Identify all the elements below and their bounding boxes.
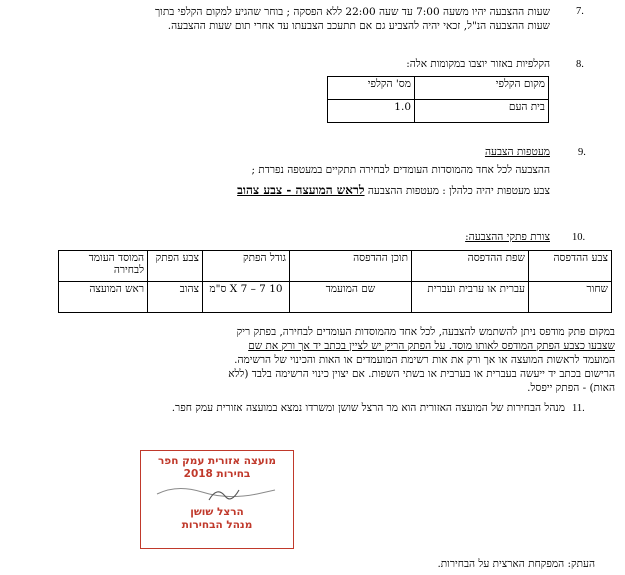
stamp-line-1: מועצה אזורית עמק חפר: [157, 455, 277, 467]
section-9-number: 9.: [578, 147, 586, 158]
cell-print-color: שחור: [529, 282, 612, 313]
section-9-title: מעטפות הצבעה: [484, 146, 550, 158]
section-7-line-2: שעות ההצבעה הנ"ל, זכאי יהיה להצביע גם אם תתעכב הצבעתו עד אחרי תום שעות ההצבעה.: [167, 20, 550, 32]
cell-station-place: בית העם: [415, 100, 549, 123]
section-8-number: 8.: [576, 59, 584, 70]
ballot-para-line-5: האות) - הפתק ייפסל.: [527, 382, 615, 394]
section-7-line-1: שעות ההצבעה יהיו משעה 7:00 עד שעה 22:00 ללא הפסקה ; בוחר שהגיע למקום הקלפי בתוך: [154, 6, 550, 18]
table-header-row: [328, 77, 549, 100]
header-print-color: צבע ההדפסה: [529, 251, 612, 282]
header-print-content: תוכן ההדפסה: [290, 251, 412, 282]
stamp-line-3: הרצל שושן: [190, 506, 244, 518]
section-10-title: צורת פתקי ההצבעה:: [465, 231, 550, 243]
header-station-number: מס' הקלפי: [328, 77, 415, 100]
ballot-para-line-4: הרישום בכתב יד ייעשה בעברית או בערבית או בשתי השפות. אם יצוין כינוי הרשימה בלבד (ללא: [228, 368, 615, 380]
section-10-number: 10.: [572, 232, 586, 243]
footer-copy-note: העתק: המפקחת הארצית על הבחירות.: [437, 558, 595, 570]
stamp-line-4: מנהל הבחירות: [181, 519, 253, 531]
cell-print-language: עברית או ערבית ועברית: [412, 282, 529, 313]
cell-print-content: שם המועמד: [290, 282, 412, 313]
envelope-color-bold: לראש המועצה - צבע צהוב: [237, 183, 365, 197]
ballot-para-line-1: במקום פתק מודפס ניתן להשתמש להצבעה, לכל אחד מהמוסדות העומדים לבחירה, בפתק ריק: [236, 326, 615, 338]
section-9-line-2: [70, 183, 550, 198]
section-9-line-1: ההצבעה לכל אחד מהמוסדות העומדים לבחירה תתקיים במעטפה נפרדת ;: [251, 164, 550, 176]
ballot-table: [58, 250, 612, 313]
section-8-intro: הקלפיות באזור יוצבו במקומות אלה:: [406, 58, 550, 70]
section-11-text: מנהל הבחירות של המועצה האזורית הוא מר הרצל שושן ומשרדו נמצא במועצה אזורית עמק חפר.: [171, 402, 565, 414]
ballot-para-line-2: שצבעו כצבע הפתק המודפס לאותו מוסד. על הפתק הריק יש לציין בכתב יד אך ורק את שם: [248, 340, 615, 352]
election-stamp: [140, 450, 294, 549]
cell-ballot-color: צהוב: [148, 282, 203, 313]
header-station-place: מקום הקלפי: [415, 77, 549, 100]
table-row: [59, 282, 612, 313]
header-ballot-color: צבע הפתק: [148, 251, 203, 282]
signature-mark: [147, 480, 287, 506]
cell-ballot-size: 10 X 7 – 7 ס"מ: [203, 282, 290, 313]
section-11-number: 11.: [572, 403, 585, 414]
header-institution: המוסד העומד לבחירה: [59, 251, 148, 282]
stamp-line-2: בחירות 2018: [183, 468, 251, 480]
polling-stations-table: [327, 76, 549, 123]
cell-station-number: 1.0: [328, 100, 415, 123]
table-row: [328, 100, 549, 123]
header-print-language: שפת ההדפסה: [412, 251, 529, 282]
envelope-text: צבע מעטפות יהיה כלהלן : מעטפות ההצבעה: [364, 185, 550, 197]
header-ballot-size: גודל הפתק: [203, 251, 290, 282]
table-header-row: [59, 251, 612, 282]
ballot-para-line-3: המועמד לראשות המועצה או אך ורק את אות רשימת המועמדים או האות והכינוי של הרשימה.: [234, 354, 615, 366]
section-7-number: 7.: [576, 6, 584, 17]
cell-institution: ראש המועצה: [59, 282, 148, 313]
